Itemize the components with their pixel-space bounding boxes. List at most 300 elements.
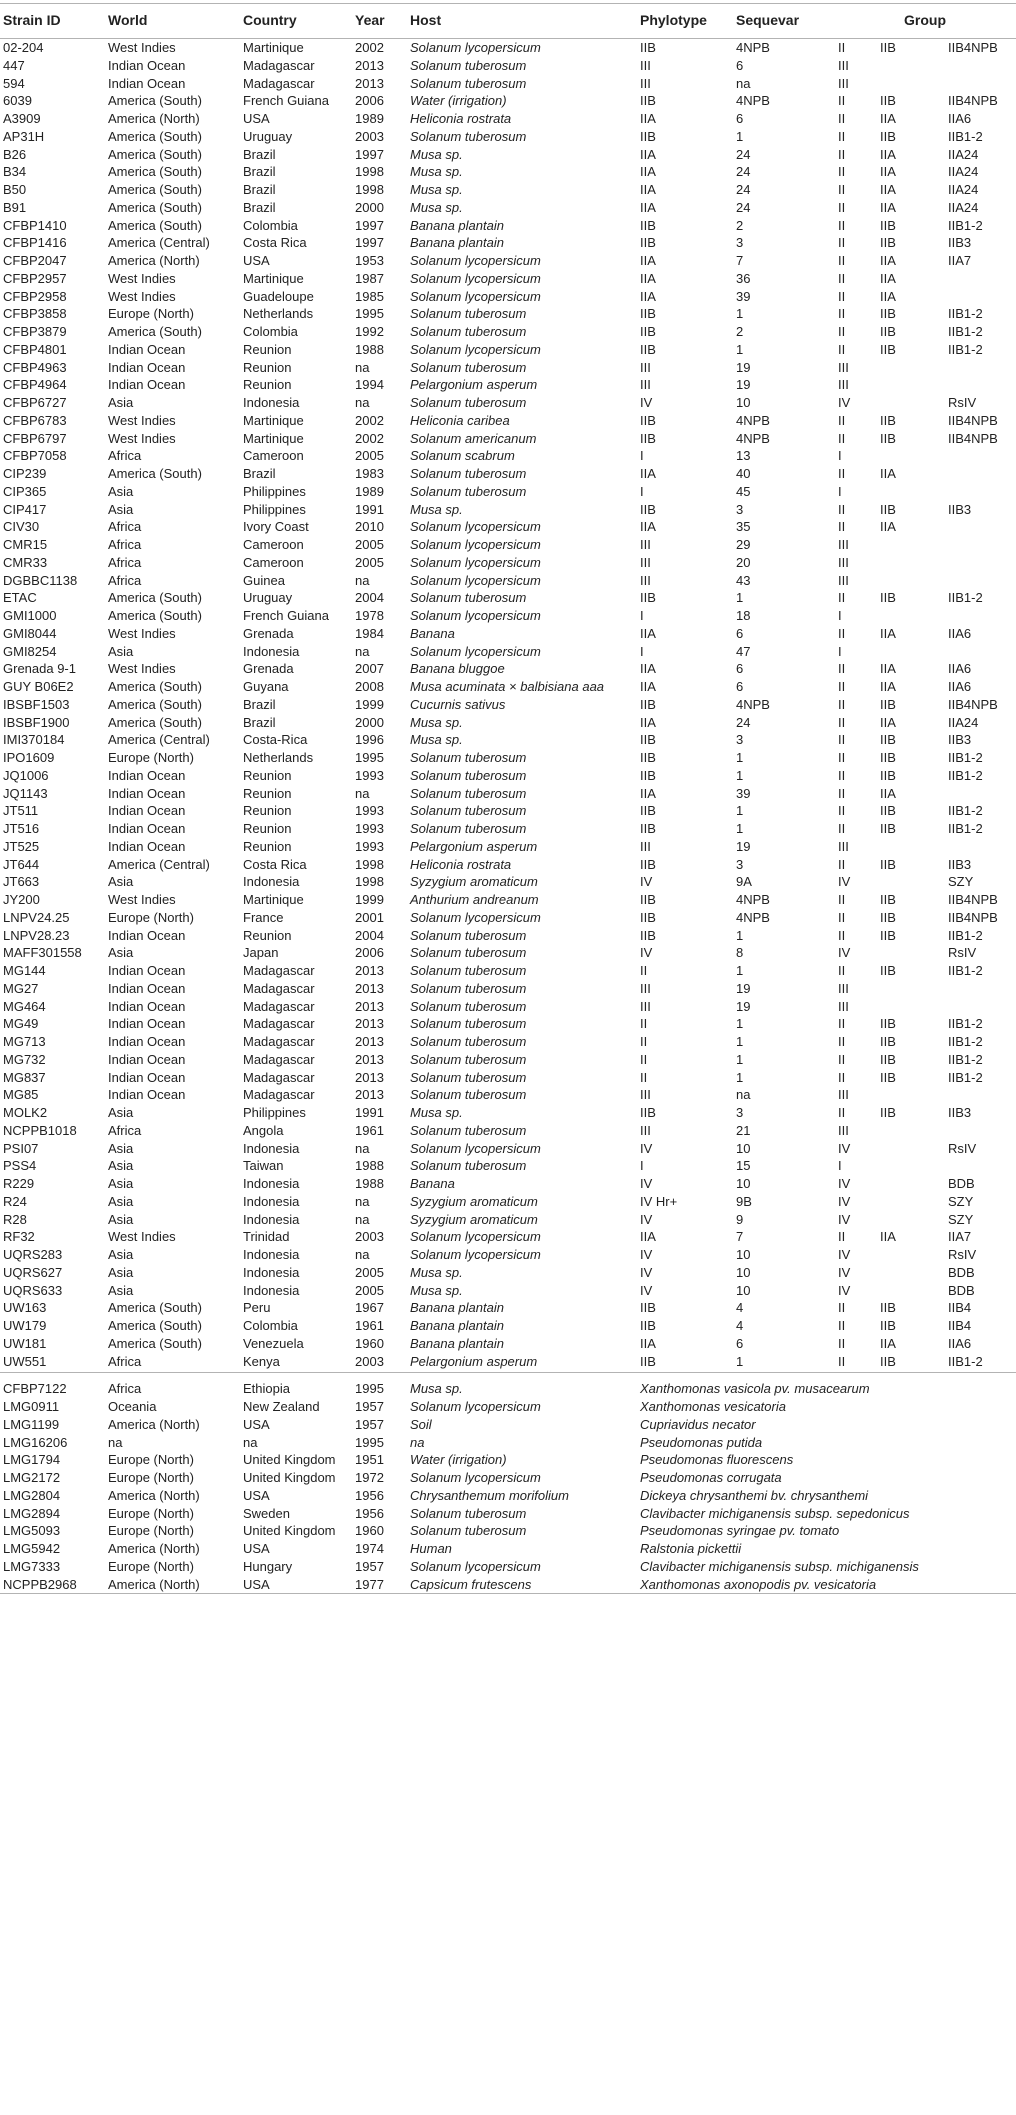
cell-phylotype: III xyxy=(640,554,651,570)
cell-country: Brazil xyxy=(243,696,276,712)
cell-country: United Kingdom xyxy=(243,1452,336,1468)
cell-group: IIB1-2 xyxy=(948,1034,983,1049)
cell-strain-id: 6039 xyxy=(3,93,32,109)
cell-host: Banana xyxy=(410,1176,455,1191)
cell-country: Brazil xyxy=(243,164,276,180)
cell-sequevar: 4NPB xyxy=(736,412,770,428)
cell-sequevar: 10 xyxy=(736,1247,751,1262)
cell-group: RsIV xyxy=(948,395,977,410)
cell-world: Indian Ocean xyxy=(108,1087,186,1103)
cell-year: 1995 xyxy=(355,306,384,322)
cell-species: Clavibacter michiganensis subsp. sepedonicus xyxy=(640,1505,910,1521)
cell-country: Madagascar xyxy=(243,1087,315,1103)
cell-sequevar: 24 xyxy=(736,714,751,730)
cell-country: Hungary xyxy=(243,1558,293,1574)
cell-host: Solanum tuberosum xyxy=(410,1016,527,1032)
cell-host: Solanum lycopersicum xyxy=(410,608,541,623)
cell-host: Heliconia rostrata xyxy=(410,856,512,872)
cell-sequevar: 19 xyxy=(736,998,751,1014)
cell-sequevar: 8 xyxy=(736,945,744,961)
cell-strain-id: LMG2804 xyxy=(3,1487,61,1503)
cell-world: America (North) xyxy=(108,1576,200,1592)
cell-host: Solanum lycopersicum xyxy=(410,572,541,588)
cell-phylotype: I xyxy=(640,643,644,659)
cell-strain-id: UW163 xyxy=(3,1300,47,1316)
cell-world: America (South) xyxy=(108,146,202,162)
cell-phylotype: IIA xyxy=(640,111,656,126)
cell-year: 1989 xyxy=(355,483,384,499)
cell-phylotype-group: II xyxy=(838,963,846,978)
cell-subgroup: IIB xyxy=(880,927,896,943)
cell-host: Solanum tuberosum xyxy=(410,57,527,73)
cell-strain-id: JQ1143 xyxy=(3,785,48,801)
cell-sequevar: 20 xyxy=(736,554,751,570)
cell-subgroup: IIA xyxy=(880,1229,896,1245)
cell-phylotype: III xyxy=(640,75,651,91)
cell-strain-id: ETAC xyxy=(3,590,37,606)
cell-species: Xanthomonas vasicola pv. musacearum xyxy=(640,1381,870,1397)
cell-strain-id: LNPV28.23 xyxy=(3,927,70,943)
cell-strain-id: 594 xyxy=(3,75,25,91)
cell-group: IIB1-2 xyxy=(948,341,983,357)
cell-country: Brazil xyxy=(243,146,276,162)
cell-phylotype: III xyxy=(640,572,651,588)
cell-country: United Kingdom xyxy=(243,1523,336,1539)
cell-strain-id: RF32 xyxy=(3,1229,35,1245)
cell-year: 1972 xyxy=(355,1470,384,1485)
cell-year: 1995 xyxy=(355,1434,384,1450)
cell-strain-id: B34 xyxy=(3,164,27,180)
cell-sequevar: 19 xyxy=(736,359,751,375)
cell-subgroup: IIB xyxy=(880,1318,896,1333)
cell-phylotype-group: II xyxy=(838,1051,846,1067)
cell-world: America (North) xyxy=(108,1416,200,1432)
cell-phylotype: IIB xyxy=(640,892,656,907)
cell-strain-id: JT644 xyxy=(3,856,40,872)
cell-host: Solanum lycopersicum xyxy=(410,253,541,268)
cell-world: Asia xyxy=(108,395,134,410)
cell-country: Reunion xyxy=(243,341,292,357)
cell-year: 2005 xyxy=(355,554,384,570)
cell-strain-id: CFBP3879 xyxy=(3,324,67,339)
cell-strain-id: IPO1609 xyxy=(3,750,55,765)
cell-phylotype-group: III xyxy=(838,359,849,375)
cell-phylotype-group: II xyxy=(838,1016,846,1032)
cell-strain-id: NCPPB2968 xyxy=(3,1576,77,1592)
cell-sequevar: 15 xyxy=(736,1158,751,1174)
cell-strain-id: UQRS627 xyxy=(3,1264,63,1280)
cell-year: 1988 xyxy=(355,1158,384,1174)
cell-country: USA xyxy=(243,1487,270,1503)
cell-species: Pseudomonas syringae pv. tomato xyxy=(640,1523,840,1539)
cell-host: Solanum tuberosum xyxy=(410,1523,527,1539)
cell-country: Reunion xyxy=(243,927,292,943)
cell-phylotype-group: IV xyxy=(838,1247,851,1262)
cell-group: IIB1-2 xyxy=(948,1069,983,1085)
cell-world: Indian Ocean xyxy=(108,803,186,819)
cell-country: Cameroon xyxy=(243,537,304,552)
cell-country: Madagascar xyxy=(243,963,315,978)
cell-strain-id: MG464 xyxy=(3,998,46,1014)
cell-sequevar: 6 xyxy=(736,661,744,677)
cell-country: Reunion xyxy=(243,821,292,836)
cell-phylotype-group: I xyxy=(838,643,842,659)
cell-year: 1997 xyxy=(355,217,384,233)
cell-subgroup: IIB xyxy=(880,217,896,233)
cell-phylotype: IV xyxy=(640,874,653,890)
cell-host: Musa sp. xyxy=(410,1264,463,1280)
cell-phylotype-group: II xyxy=(838,856,846,872)
cell-subgroup: IIB xyxy=(880,306,896,322)
cell-sequevar: 9 xyxy=(736,1211,744,1227)
cell-subgroup: IIA xyxy=(880,270,896,286)
cell-species: Dickeya chrysanthemi bv. chrysanthemi xyxy=(640,1487,869,1503)
cell-sequevar: 1 xyxy=(736,128,744,144)
cell-strain-id: CFBP6783 xyxy=(3,412,67,428)
cell-country: New Zealand xyxy=(243,1399,320,1414)
cell-world: Europe (North) xyxy=(108,1452,194,1468)
cell-world: America (South) xyxy=(108,1300,202,1316)
cell-host: Chrysanthemum morifolium xyxy=(410,1487,569,1503)
cell-strain-id: MG49 xyxy=(3,1016,39,1032)
cell-year: 2013 xyxy=(355,1069,384,1085)
cell-strain-id: UW181 xyxy=(3,1335,47,1351)
cell-world: Indian Ocean xyxy=(108,1051,186,1067)
cell-sequevar: 29 xyxy=(736,537,751,552)
cell-group: IIB1-2 xyxy=(948,1051,983,1067)
cell-phylotype-group: II xyxy=(838,1335,846,1351)
cell-subgroup: IIA xyxy=(880,164,896,180)
cell-year: 1953 xyxy=(355,253,384,268)
cell-year: 2013 xyxy=(355,980,384,996)
cell-country: Indonesia xyxy=(243,1193,300,1209)
cell-world: Asia xyxy=(108,643,134,659)
cell-year: 2013 xyxy=(355,1087,384,1103)
cell-year: 2013 xyxy=(355,1016,384,1032)
cell-phylotype: IIA xyxy=(640,253,656,268)
cell-world: West Indies xyxy=(108,661,176,677)
cell-phylotype: IV xyxy=(640,1282,653,1298)
cell-world: America (South) xyxy=(108,93,202,109)
cell-year: 1988 xyxy=(355,341,384,357)
cell-sequevar: 7 xyxy=(736,1229,744,1245)
cell-host: na xyxy=(410,1434,425,1450)
cell-country: Martinique xyxy=(243,412,304,428)
cell-strain-id: LMG1199 xyxy=(3,1416,60,1432)
cell-world: America (South) xyxy=(108,182,202,197)
cell-phylotype: IIA xyxy=(640,466,656,481)
cell-year: 1993 xyxy=(355,767,384,783)
cell-subgroup: IIB xyxy=(880,324,896,339)
cell-host: Solanum americanum xyxy=(410,430,537,446)
cell-phylotype-group: II xyxy=(838,182,846,197)
cell-year: 2001 xyxy=(355,909,384,925)
cell-group: IIA24 xyxy=(948,199,979,215)
cell-sequevar: 6 xyxy=(736,625,744,641)
cell-phylotype: IIA xyxy=(640,182,656,197)
cell-phylotype: I xyxy=(640,448,644,464)
cell-host: Pelargonium asperum xyxy=(410,1353,538,1369)
cell-country: Netherlands xyxy=(243,306,314,322)
cell-host: Solanum tuberosum xyxy=(410,75,527,91)
cell-world: Europe (North) xyxy=(108,1470,194,1485)
cell-subgroup: IIB xyxy=(880,892,896,907)
cell-country: Martinique xyxy=(243,40,304,55)
cell-world: America (South) xyxy=(108,679,202,694)
cell-country: USA xyxy=(243,1541,270,1556)
cell-phylotype: IIB xyxy=(640,128,656,144)
cell-year: 2005 xyxy=(355,1282,384,1298)
cell-group: IIB1-2 xyxy=(948,821,983,836)
cell-group: IIB1-2 xyxy=(948,306,983,322)
cell-host: Solanum lycopersicum xyxy=(410,909,541,925)
cell-strain-id: JT511 xyxy=(3,803,39,819)
cell-host: Musa sp. xyxy=(410,182,463,197)
cell-phylotype-group: II xyxy=(838,1353,846,1369)
cell-phylotype: IIB xyxy=(640,430,656,446)
cell-country: Guinea xyxy=(243,572,285,588)
cell-strain-id: R24 xyxy=(3,1193,27,1209)
cell-sequevar: 1 xyxy=(736,1069,744,1085)
cell-host: Solanum lycopersicum xyxy=(410,1229,541,1245)
cell-strain-id: CFBP1410 xyxy=(3,217,67,233)
cell-group: IIA6 xyxy=(948,661,972,677)
cell-host: Solanum tuberosum xyxy=(410,1051,527,1067)
cell-strain-id: JT663 xyxy=(3,874,40,890)
cell-host: Syzygium aromaticum xyxy=(410,874,538,890)
cell-year: 2013 xyxy=(355,998,384,1014)
cell-strain-id: IMI370184 xyxy=(3,732,65,748)
cell-world: Europe (North) xyxy=(108,1523,194,1539)
cell-country: Brazil xyxy=(243,714,276,730)
cell-year: 1957 xyxy=(355,1399,384,1414)
cell-host: Solanum tuberosum xyxy=(410,803,527,819)
cell-subgroup: IIB xyxy=(880,732,896,748)
cell-host: Solanum tuberosum xyxy=(410,750,527,765)
cell-country: Indonesia xyxy=(243,1176,300,1191)
cell-phylotype: III xyxy=(640,1122,651,1138)
cell-world: Asia xyxy=(108,1158,134,1174)
cell-year: 1960 xyxy=(355,1523,384,1539)
cell-phylotype: IIB xyxy=(640,306,656,322)
cell-phylotype: IIB xyxy=(640,1105,656,1120)
cell-year: 2002 xyxy=(355,412,384,428)
cell-phylotype-group: IV xyxy=(838,945,851,961)
cell-country: Philippines xyxy=(243,501,306,517)
cell-subgroup: IIB xyxy=(880,1353,896,1369)
cell-country: Colombia xyxy=(243,324,298,339)
cell-world: Africa xyxy=(108,1122,142,1138)
cell-host: Banana plantain xyxy=(410,217,504,233)
cell-world: Africa xyxy=(108,448,142,464)
cell-world: America (South) xyxy=(108,590,202,606)
cell-country: Netherlands xyxy=(243,750,314,765)
cell-year: 2003 xyxy=(355,1229,384,1245)
cell-group: IIB1-2 xyxy=(948,963,983,978)
cell-country: Costa Rica xyxy=(243,856,307,872)
cell-world: West Indies xyxy=(108,412,176,428)
cell-country: Brazil xyxy=(243,182,276,197)
cell-country: Ethiopia xyxy=(243,1381,290,1397)
cell-phylotype-group: III xyxy=(838,57,849,73)
cell-sequevar: 2 xyxy=(736,217,744,233)
cell-phylotype-group: II xyxy=(838,1034,846,1049)
cell-strain-id: CFBP7122 xyxy=(3,1381,67,1397)
cell-sequevar: 6 xyxy=(736,1335,744,1351)
cell-sequevar: 24 xyxy=(736,164,751,180)
cell-country: Reunion xyxy=(243,785,292,801)
cell-year: 2007 xyxy=(355,661,384,677)
cell-world: Asia xyxy=(108,1211,134,1227)
cell-strain-id: MG144 xyxy=(3,963,46,978)
cell-year: 2003 xyxy=(355,128,384,144)
cell-sequevar: 10 xyxy=(736,395,751,410)
cell-host: Solanum lycopersicum xyxy=(410,643,541,659)
cell-phylotype-group: II xyxy=(838,927,846,943)
cell-phylotype-group: II xyxy=(838,235,846,251)
cell-phylotype: III xyxy=(640,998,651,1014)
cell-world: Asia xyxy=(108,1247,134,1262)
cell-sequevar: 24 xyxy=(736,199,751,215)
cell-world: America (Central) xyxy=(108,732,210,748)
cell-year: 2004 xyxy=(355,590,384,606)
cell-country: Madagascar xyxy=(243,998,315,1014)
cell-host: Solanum tuberosum xyxy=(410,927,527,943)
cell-strain-id: PSS4 xyxy=(3,1158,37,1174)
header-world: World xyxy=(108,12,148,28)
cell-strain-id: B50 xyxy=(3,182,27,197)
cell-subgroup: IIA xyxy=(880,146,896,162)
cell-year: 2005 xyxy=(355,537,384,552)
cell-sequevar: 35 xyxy=(736,519,751,535)
cell-host: Solanum tuberosum xyxy=(410,359,527,375)
cell-country: Reunion xyxy=(243,767,292,783)
cell-phylotype: IIB xyxy=(640,235,656,251)
cell-world: West Indies xyxy=(108,430,176,446)
section-separator xyxy=(0,1372,1016,1373)
cell-year: 1997 xyxy=(355,235,384,251)
cell-phylotype-group: II xyxy=(838,714,846,730)
cell-world: Europe (North) xyxy=(108,1558,194,1574)
cell-group: IIB3 xyxy=(948,856,972,872)
cell-host: Banana plantain xyxy=(410,1335,504,1351)
cell-sequevar: 6 xyxy=(736,679,744,694)
cell-subgroup: IIA xyxy=(880,679,896,694)
cell-phylotype-group: II xyxy=(838,1318,846,1333)
cell-subgroup: IIA xyxy=(880,519,896,535)
cell-country: Costa-Rica xyxy=(243,732,308,748)
cell-world: America (North) xyxy=(108,253,200,268)
cell-sequevar: 39 xyxy=(736,288,751,304)
cell-world: Asia xyxy=(108,1264,134,1280)
cell-host: Solanum lycopersicum xyxy=(410,554,541,570)
cell-sequevar: 9A xyxy=(736,874,752,890)
cell-country: Indonesia xyxy=(243,1247,300,1262)
cell-year: 1957 xyxy=(355,1416,384,1432)
cell-world: Asia xyxy=(108,483,134,499)
cell-world: America (Central) xyxy=(108,235,210,251)
cell-sequevar: 1 xyxy=(736,750,744,765)
cell-year: 1956 xyxy=(355,1505,384,1521)
cell-country: Kenya xyxy=(243,1353,280,1369)
table-top-rule xyxy=(0,3,1016,4)
cell-world: Indian Ocean xyxy=(108,785,186,801)
cell-host: Solanum scabrum xyxy=(410,448,515,464)
cell-phylotype: IIA xyxy=(640,661,656,677)
cell-sequevar: 3 xyxy=(736,1105,744,1120)
cell-year: 2003 xyxy=(355,1353,384,1369)
cell-year: 1985 xyxy=(355,288,384,304)
cell-subgroup: IIB xyxy=(880,40,896,55)
cell-phylotype-group: II xyxy=(838,909,846,925)
cell-species: Pseudomonas fluorescens xyxy=(640,1452,794,1468)
cell-world: America (North) xyxy=(108,1541,200,1556)
cell-world: America (South) xyxy=(108,1335,202,1351)
cell-subgroup: IIB xyxy=(880,128,896,144)
cell-world: Asia xyxy=(108,1105,134,1120)
cell-phylotype: I xyxy=(640,1158,644,1174)
cell-year: 1994 xyxy=(355,377,384,393)
cell-group: IIB4NPB xyxy=(948,40,998,55)
cell-group: IIB1-2 xyxy=(948,1016,983,1032)
cell-year: 2002 xyxy=(355,430,384,446)
cell-country: France xyxy=(243,909,284,925)
cell-phylotype: IIB xyxy=(640,217,656,233)
cell-phylotype: II xyxy=(640,1034,648,1049)
cell-subgroup: IIB xyxy=(880,821,896,836)
cell-phylotype-group: III xyxy=(838,377,849,393)
cell-year: 1978 xyxy=(355,608,384,623)
cell-world: West Indies xyxy=(108,625,176,641)
cell-phylotype-group: II xyxy=(838,661,846,677)
cell-world: Europe (North) xyxy=(108,306,194,322)
cell-species: Xanthomonas axonopodis pv. vesicatoria xyxy=(640,1576,877,1592)
cell-subgroup: IIB xyxy=(880,856,896,872)
cell-phylotype: IIB xyxy=(640,1353,656,1369)
cell-phylotype-group: II xyxy=(838,253,846,268)
cell-phylotype-group: II xyxy=(838,519,846,535)
cell-host: Heliconia rostrata xyxy=(410,111,512,126)
cell-phylotype-group: I xyxy=(838,1158,842,1174)
cell-phylotype: IIB xyxy=(640,590,656,606)
cell-year: 2000 xyxy=(355,714,384,730)
cell-subgroup: IIB xyxy=(880,803,896,819)
cell-phylotype: IV xyxy=(640,1247,653,1262)
cell-subgroup: IIB xyxy=(880,1300,896,1316)
cell-world: America (North) xyxy=(108,111,200,126)
cell-sequevar: 4 xyxy=(736,1300,744,1316)
cell-group: IIB1-2 xyxy=(948,750,983,765)
cell-host: Solanum tuberosum xyxy=(410,1034,527,1049)
cell-phylotype: IIB xyxy=(640,856,656,872)
cell-sequevar: 4NPB xyxy=(736,892,770,907)
cell-phylotype: III xyxy=(640,1087,651,1103)
cell-phylotype: IIB xyxy=(640,501,656,517)
cell-host: Solanum tuberosum xyxy=(410,963,527,978)
cell-year: 2013 xyxy=(355,75,384,91)
cell-world: West Indies xyxy=(108,288,176,304)
cell-sequevar: 45 xyxy=(736,483,751,499)
cell-year: 1984 xyxy=(355,625,384,641)
cell-phylotype: IIB xyxy=(640,750,656,765)
cell-world: America (North) xyxy=(108,1487,200,1503)
cell-subgroup: IIA xyxy=(880,111,896,126)
cell-phylotype: IV Hr+ xyxy=(640,1193,678,1209)
cell-year: 1995 xyxy=(355,750,384,765)
cell-world: Indian Ocean xyxy=(108,838,186,854)
cell-phylotype-group: I xyxy=(838,448,842,464)
cell-strain-id: DGBBC1138 xyxy=(3,572,78,588)
